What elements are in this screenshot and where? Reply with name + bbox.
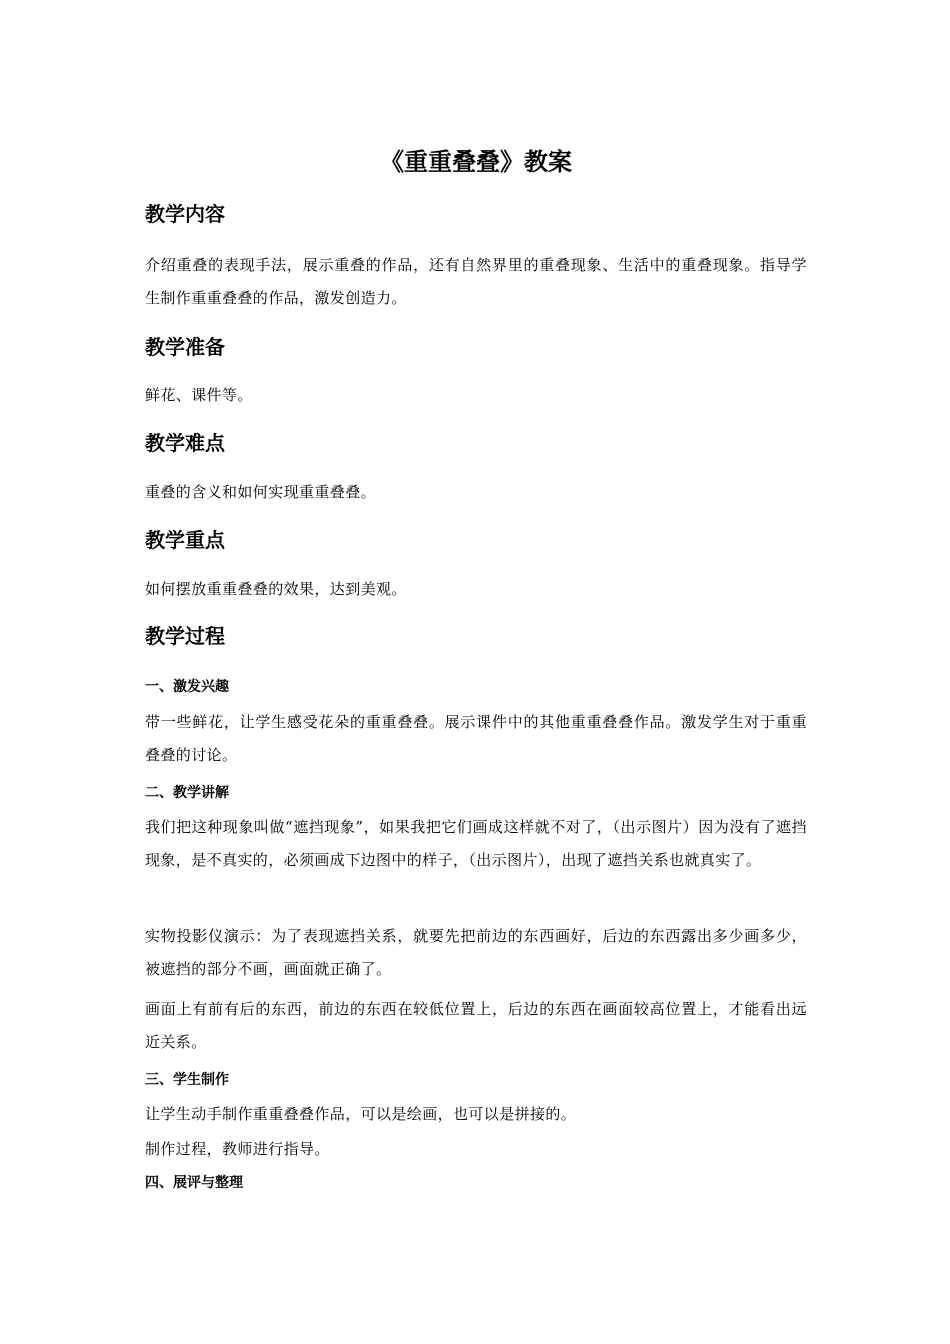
heading-teaching-content: 教学内容 xyxy=(145,202,225,226)
step-2-paragraph-3: 画面上有前有后的东西，前边的东西在较低位置上，后边的东西在画面较高位置上，才能看出远近关系。 xyxy=(145,1000,807,1051)
step-heading-2: 二、教学讲解 xyxy=(145,785,229,801)
step-2-paragraph-1: 我们把这种现象叫做“遮挡现象”，如果我把它们画成这样就不对了，（出示图片）因为没有了遮挡现象，是不真实的，必须画成下边图中的样子，（出示图片），出现了遮挡关系也就真实了。 xyxy=(145,818,807,869)
heading-teaching-preparation: 教学准备 xyxy=(145,335,225,359)
paragraph-teaching-preparation: 鲜花、课件等。 xyxy=(145,386,253,404)
heading-teaching-process: 教学过程 xyxy=(145,624,225,648)
document-title: 《重重叠叠》教案 xyxy=(380,148,572,176)
step-2-paragraph-2: 实物投影仪演示：为了表现遮挡关系，就要先把前边的东西画好，后边的东西露出多少画多少，被遮挡的部分不画，画面就正确了。 xyxy=(145,927,807,978)
paragraph-teaching-difficulty: 重叠的含义和如何实现重重叠叠。 xyxy=(145,483,377,501)
paragraph-teaching-key-point: 如何摆放重重叠叠的效果，达到美观。 xyxy=(145,580,407,598)
step-heading-3: 三、学生制作 xyxy=(145,1072,229,1088)
heading-teaching-key-point: 教学重点 xyxy=(145,528,225,552)
step-heading-1: 一、激发兴趣 xyxy=(145,679,229,695)
paragraph-teaching-content: 介绍重叠的表现手法，展示重叠的作品，还有自然界里的重叠现象、生活中的重叠现象。指导学生制作重重叠叠的作品，激发创造力。 xyxy=(145,256,807,307)
step-3-paragraph-1: 让学生动手制作重重叠叠作品，可以是绘画，也可以是拼接的。 xyxy=(145,1105,577,1123)
step-1-paragraph-1: 带一些鲜花，让学生感受花朵的重重叠叠。展示课件中的其他重重叠叠作品。激发学生对于重重叠叠的讨论。 xyxy=(145,713,807,764)
step-3-paragraph-2: 制作过程，教师进行指导。 xyxy=(145,1140,330,1158)
step-heading-4: 四、展评与整理 xyxy=(145,1175,243,1191)
heading-teaching-difficulty: 教学难点 xyxy=(145,431,225,455)
